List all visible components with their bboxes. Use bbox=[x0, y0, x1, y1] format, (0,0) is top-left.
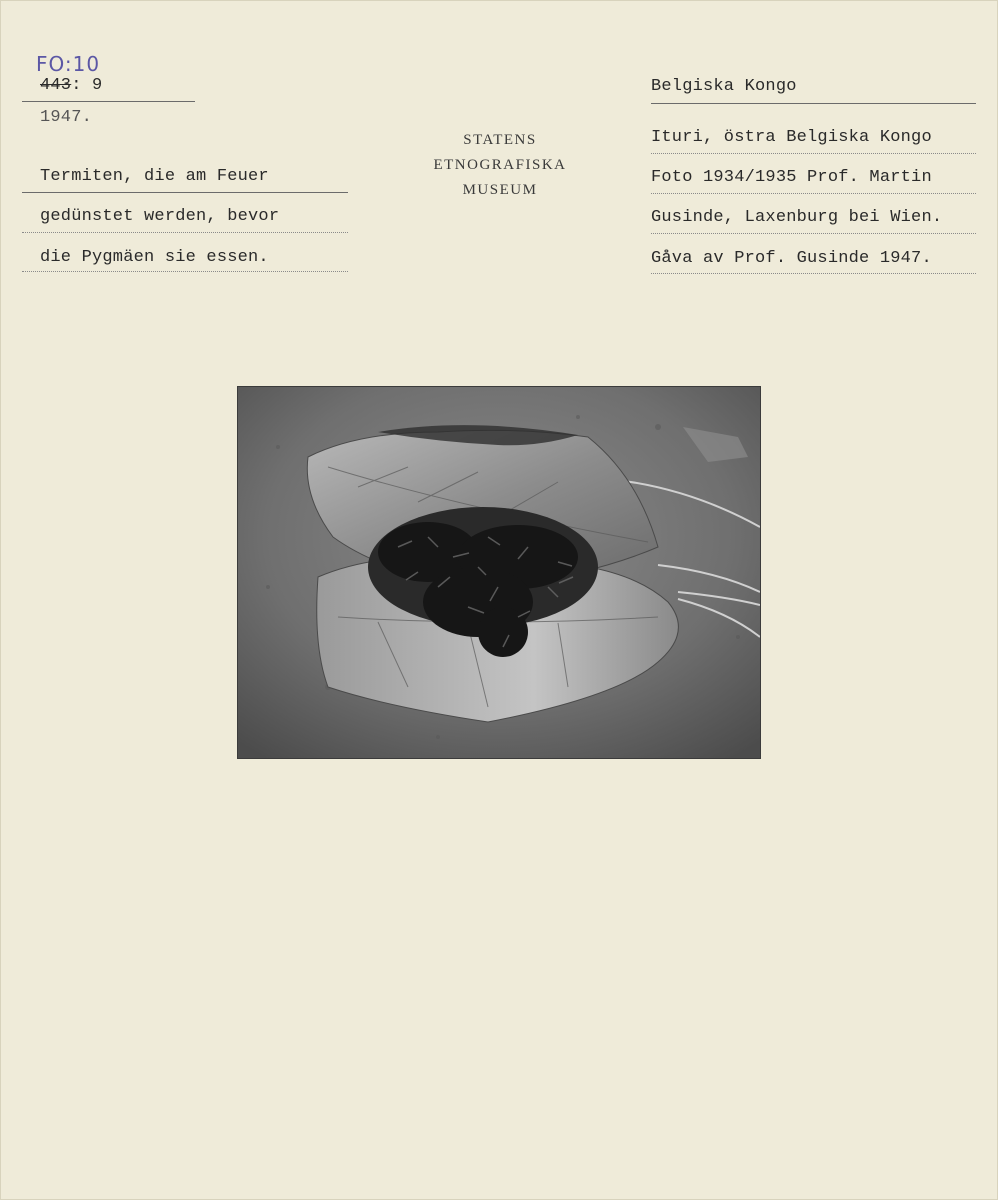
museum-name-line-2: ETNOGRAFISKA bbox=[433, 157, 567, 173]
catalog-rule bbox=[22, 101, 195, 102]
provenance-line-2: Foto 1934/1935 Prof. Martin bbox=[651, 168, 932, 187]
provenance-line-3: Gusinde, Laxenburg bei Wien. bbox=[651, 208, 943, 227]
description-dotted-line bbox=[22, 271, 348, 272]
location-rule bbox=[651, 103, 976, 104]
catalog-year: 1947. bbox=[40, 108, 93, 127]
museum-name-line-3: MUSEUM bbox=[462, 182, 538, 198]
catalog-number bbox=[40, 76, 102, 95]
provenance-dotted-line bbox=[651, 233, 976, 234]
provenance-dotted-line bbox=[651, 153, 976, 154]
description-rule bbox=[22, 192, 348, 193]
description-dotted-line bbox=[22, 232, 348, 233]
provenance-dotted-line bbox=[651, 193, 976, 194]
provenance-line-4: Gåva av Prof. Gusinde 1947. bbox=[651, 249, 932, 268]
location-header: Belgiska Kongo bbox=[651, 77, 797, 96]
handwritten-catalog-number: FO:10 bbox=[36, 52, 101, 76]
provenance-dotted-line bbox=[651, 273, 976, 274]
mounted-photograph bbox=[238, 387, 760, 758]
termites-on-leaf-photo bbox=[238, 387, 760, 758]
catalog-suffix: : 9 bbox=[71, 76, 103, 95]
struck-catalog-number: 443 bbox=[40, 76, 72, 95]
description-line-3: die Pygmäen sie essen. bbox=[40, 248, 269, 267]
museum-name-line-1: STATENS bbox=[463, 132, 537, 148]
description-line-1: Termiten, die am Feuer bbox=[40, 167, 269, 186]
description-line-2: gedünstet werden, bevor bbox=[40, 207, 280, 226]
museum-name bbox=[400, 128, 600, 203]
provenance-line-1: Ituri, östra Belgiska Kongo bbox=[651, 128, 932, 147]
